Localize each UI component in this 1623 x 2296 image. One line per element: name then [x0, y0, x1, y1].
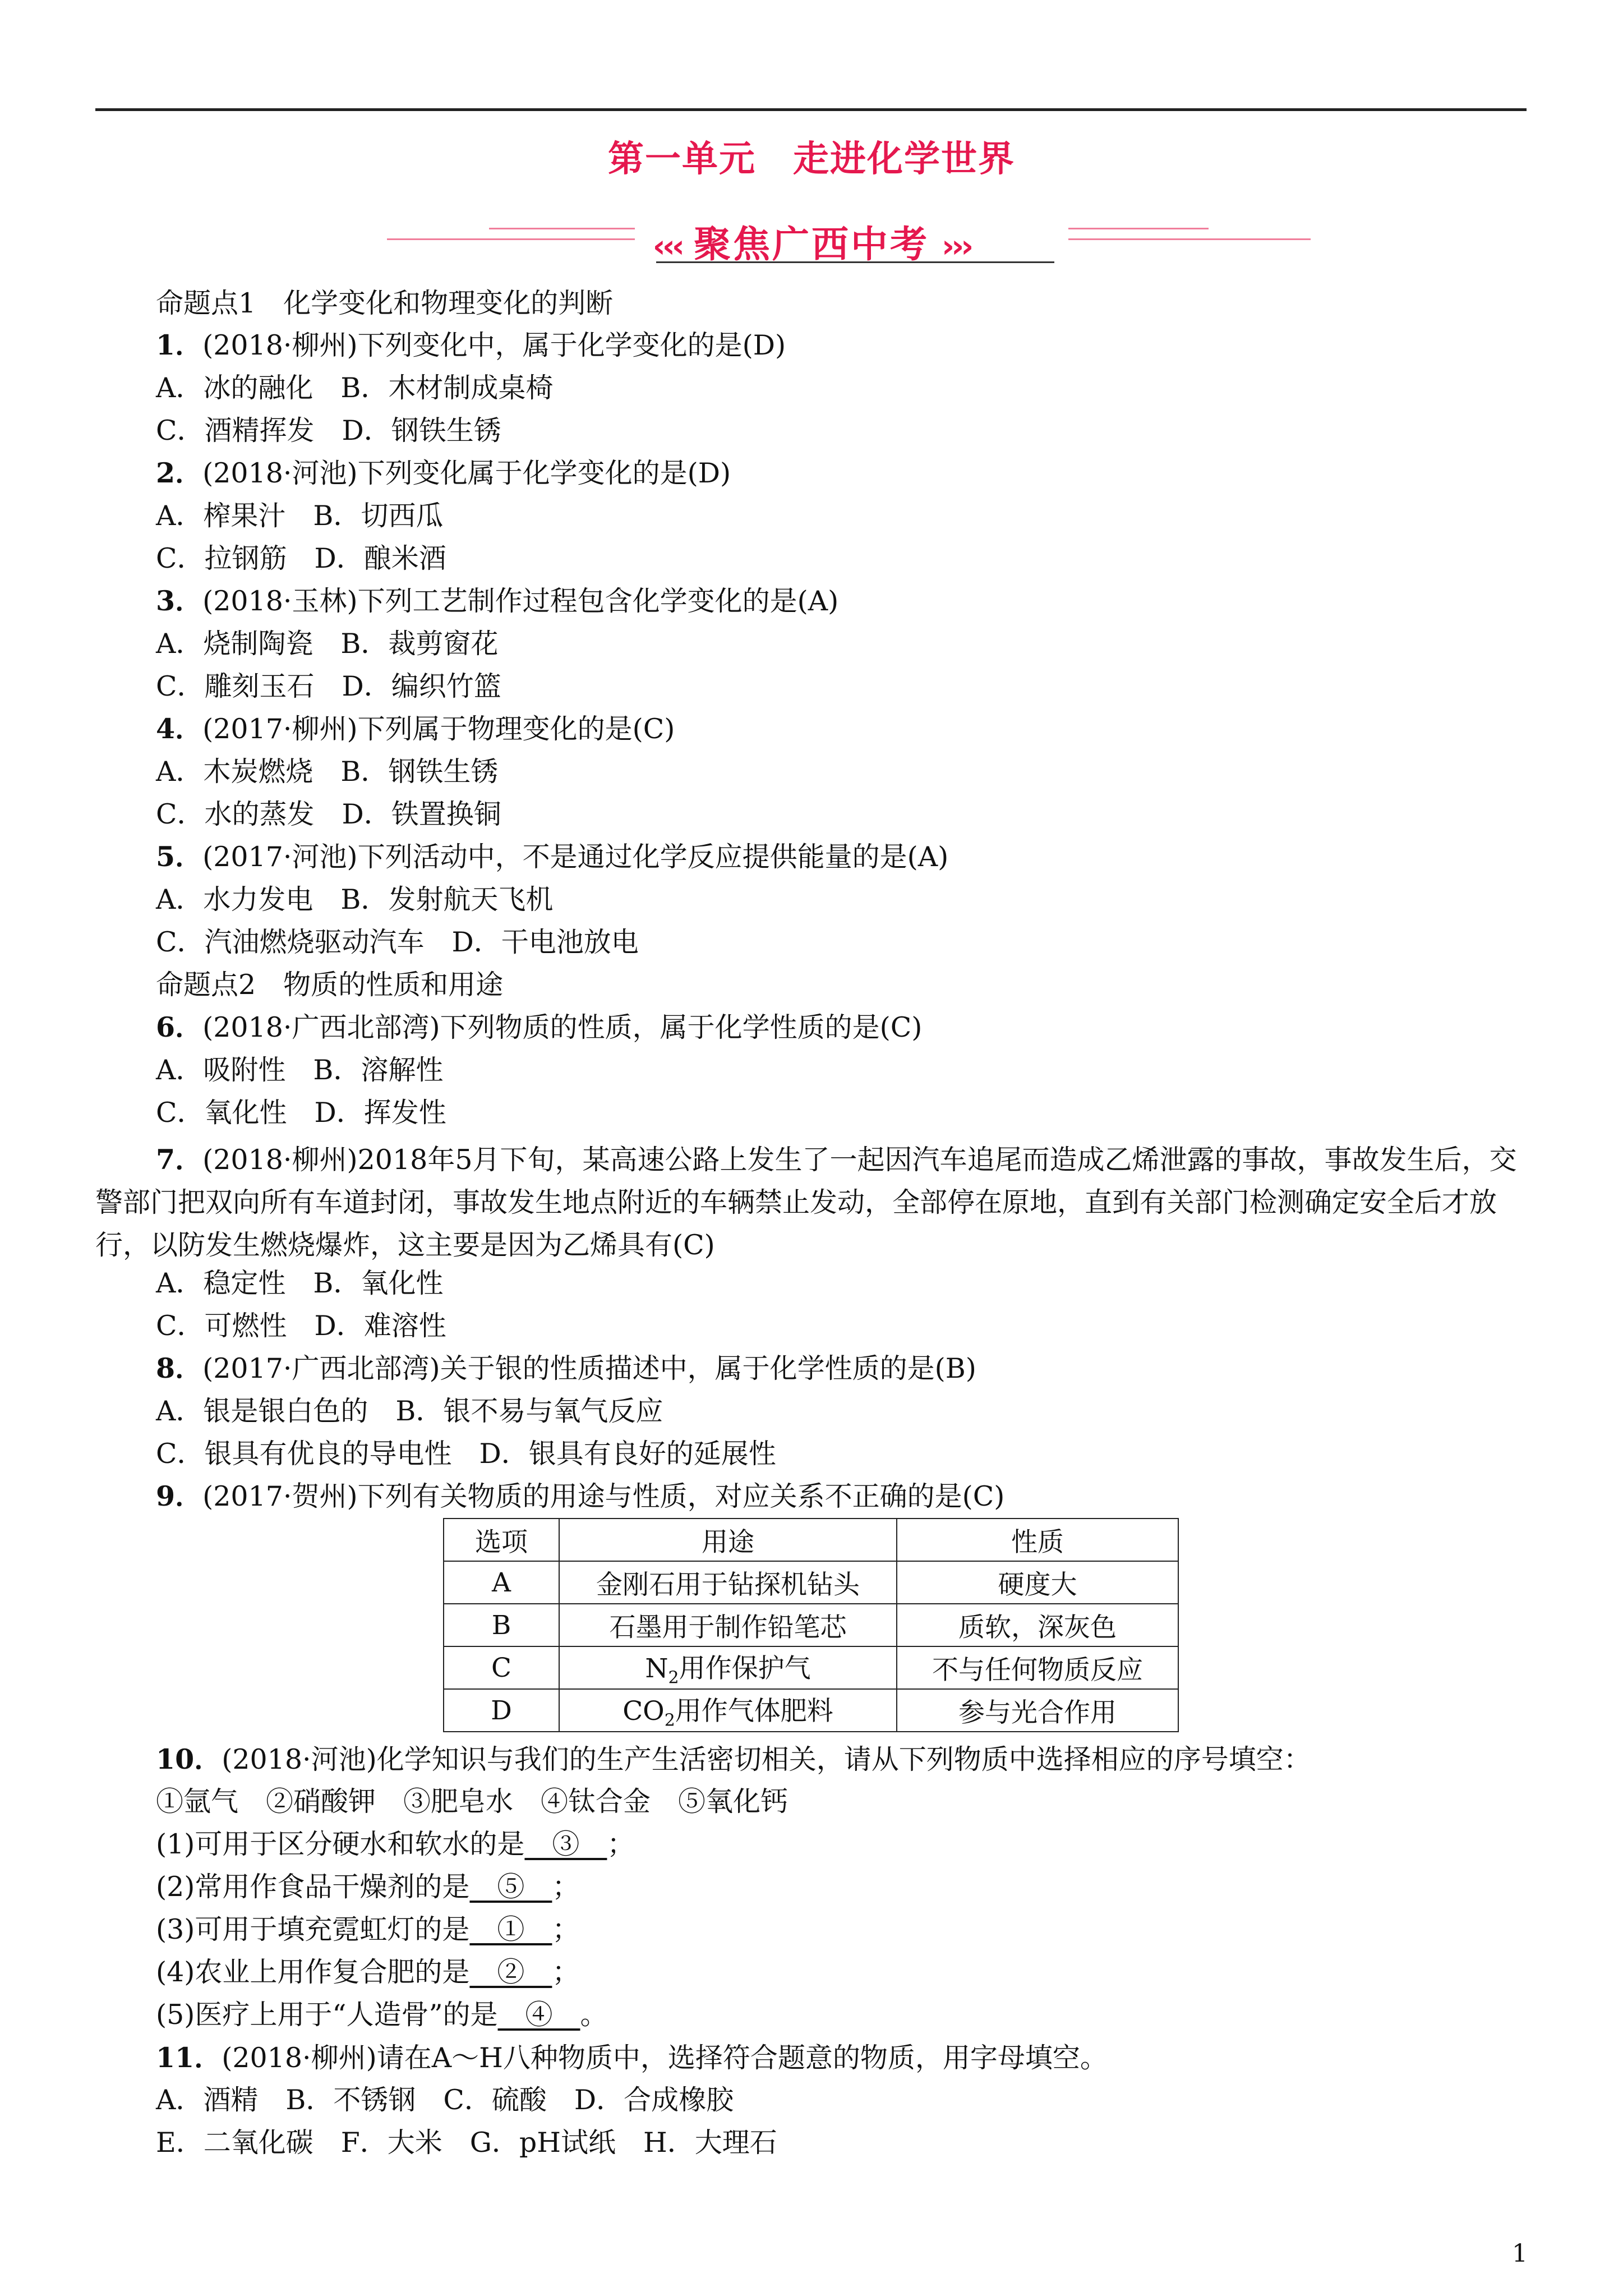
- option-line: C．氧化性 D．挥发性: [156, 1097, 446, 1129]
- table-cell: 硬度大: [897, 1561, 1178, 1604]
- question-line: 11．(2018·柳州)请在A～H八种物质中，选择符合题意的物质，用字母填空。: [156, 2041, 1108, 2074]
- table-header: 用途: [559, 1519, 897, 1561]
- question-line: 5．(2017·河池)下列活动中，不是通过化学反应提供能量的是(A): [156, 840, 949, 873]
- chevron-right-icon: ›››: [942, 228, 971, 265]
- fill-blank-line: (4)农业上用作复合肥的是 ② ；: [156, 1956, 580, 1988]
- table-cell: $N_2$用作保护气: [559, 1646, 897, 1689]
- table-header-row: [444, 1519, 1178, 1561]
- question-line: 2．(2018·河池)下列变化属于化学变化的是(D): [156, 457, 731, 489]
- table-cell: A: [444, 1561, 559, 1604]
- section-banner: [0, 213, 1623, 269]
- table-cell: $CO_2$用作气体肥料: [559, 1689, 897, 1732]
- table-cell: C: [444, 1646, 559, 1689]
- question-line: 4．(2017·柳州)下列属于物理变化的是(C): [156, 712, 675, 745]
- option-line: A．榨果汁 B．切西瓜: [156, 500, 444, 532]
- options-table: [443, 1518, 1179, 1732]
- banner-title: [0, 214, 1623, 268]
- option-line: A．吸附性 B．溶解性: [156, 1054, 444, 1086]
- answer-blank: ①: [469, 1913, 552, 1945]
- table-row: [444, 1561, 1178, 1604]
- section-heading: 命题点1 化学变化和物理变化的判断: [156, 287, 614, 319]
- option-line: C．拉钢筋 D．酿米酒: [156, 542, 446, 574]
- table-cell: 石墨用于制作铅笔芯: [559, 1604, 897, 1646]
- option-line: A．酒精 B．不锈钢 C．硫酸 D．合成橡胶: [156, 2084, 734, 2116]
- fill-blank-line: (5)医疗上用于“人造骨”的是 ④ 。: [156, 1999, 608, 2031]
- table-cell: 金刚石用于钻探机钻头: [559, 1561, 897, 1604]
- fill-blank-line: (3)可用于填充霓虹灯的是 ① ；: [156, 1913, 580, 1945]
- option-line: C．水的蒸发 D．铁置换铜: [156, 798, 501, 830]
- question-line: 6．(2018·广西北部湾)下列物质的性质，属于化学性质的是(C): [156, 1011, 923, 1043]
- top-rule: [95, 108, 1527, 111]
- table-row: [444, 1646, 1178, 1689]
- page-title: 第一单元 走进化学世界: [608, 139, 1015, 180]
- option-line: C．雕刻玉石 D．编织竹篮: [156, 670, 501, 702]
- question-paragraph: 7．(2018·柳州)2018年5月下旬，某高速公路上发生了一起因汽车追尾而造成乙烯泄露的事故，事故发生后，交警部门把双向所有车道封闭，事故发生地点附近的车辆禁止发动，全部停在原地，直到有关部门检测确定安全后才放行，以防发生燃烧爆炸，这主要是因为乙烯具有(C): [95, 1143, 1517, 1261]
- fill-blank-line: (1)可用于区分硬水和软水的是 ③ ；: [156, 1828, 635, 1860]
- option-line: C．可燃性 D．难溶性: [156, 1310, 446, 1342]
- option-line: E．二氧化碳 F．大米 G．pH试纸 H．大理石: [156, 2127, 777, 2159]
- table-cell: 参与光合作用: [897, 1689, 1178, 1732]
- option-line: A．稳定性 B．氧化性: [156, 1267, 444, 1299]
- chevron-left-icon: ‹‹‹: [652, 228, 681, 265]
- table-cell: 质软，深灰色: [897, 1604, 1178, 1646]
- answer-blank: ⑤: [469, 1871, 552, 1903]
- answer-blank: ③: [524, 1828, 607, 1860]
- banner-label: 聚焦广西中考: [694, 223, 929, 266]
- option-line: ①氩气 ②硝酸钾 ③肥皂水 ④钛合金 ⑤氧化钙: [156, 1786, 789, 1818]
- option-line: C．酒精挥发 D．钢铁生锈: [156, 415, 501, 447]
- table-cell: 不与任何物质反应: [897, 1646, 1178, 1689]
- option-line: C．银具有优良的导电性 D．银具有良好的延展性: [156, 1438, 776, 1470]
- option-line: A．冰的融化 B．木材制成桌椅: [156, 372, 554, 404]
- table-header: 性质: [897, 1519, 1178, 1561]
- option-line: A．烧制陶瓷 B．裁剪窗花: [156, 628, 499, 660]
- question-line: 8．(2017·广西北部湾)关于银的性质描述中，属于化学性质的是(B): [156, 1352, 976, 1384]
- answer-blank: ④: [497, 1999, 580, 2031]
- option-line: A．水力发电 B．发射航天飞机: [156, 884, 554, 915]
- page-number: 1: [1512, 2239, 1528, 2268]
- table-cell: D: [444, 1689, 559, 1732]
- question-line: 1．(2018·柳州)下列变化中，属于化学变化的是(D): [156, 329, 786, 361]
- question-line: 10．(2018·河池)化学知识与我们的生产生活密切相关，请从下列物质中选择相应的序号填空：: [156, 1743, 1311, 1775]
- answer-blank: ②: [469, 1956, 552, 1988]
- table-header: 选项: [444, 1519, 559, 1561]
- option-line: A．木炭燃烧 B．钢铁生锈: [156, 756, 499, 788]
- section-heading: 命题点2 物质的性质和用途: [156, 969, 504, 1001]
- table-cell: B: [444, 1604, 559, 1646]
- question-line: 3．(2018·玉林)下列工艺制作过程包含化学变化的是(A): [156, 585, 839, 617]
- option-line: C．汽油燃烧驱动汽车 D．干电池放电: [156, 926, 639, 958]
- table-row: [444, 1689, 1178, 1732]
- option-line: A．银是银白色的 B．银不易与氧气反应: [156, 1395, 663, 1427]
- question-line: 9．(2017·贺州)下列有关物质的用途与性质，对应关系不正确的是(C): [156, 1480, 1005, 1512]
- fill-blank-line: (2)常用作食品干燥剂的是 ⑤ ；: [156, 1871, 580, 1903]
- table-row: [444, 1604, 1178, 1646]
